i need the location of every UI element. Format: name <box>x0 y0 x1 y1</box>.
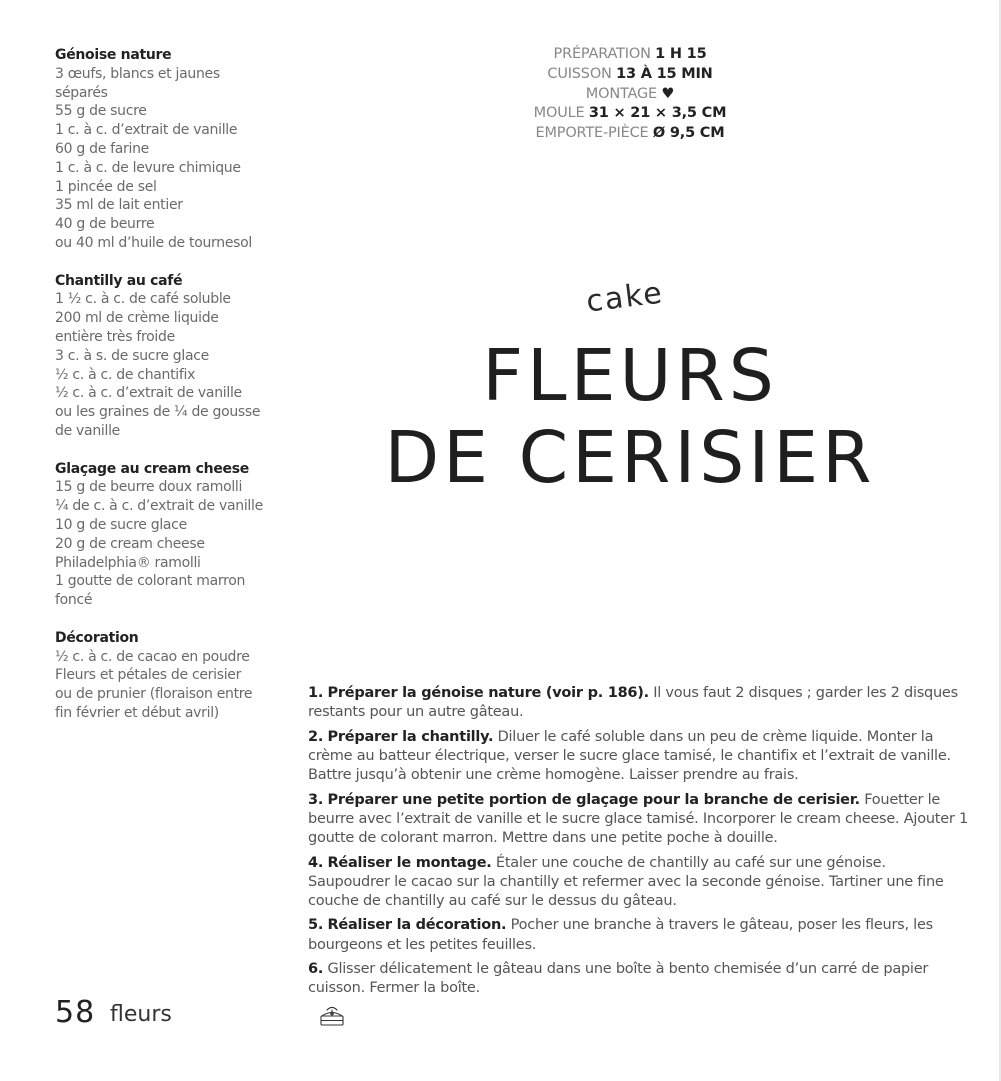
step-number: 1. <box>308 685 324 701</box>
step-title: Préparer la génoise nature (voir p. 186). <box>327 685 649 701</box>
step-text: Pocher une branche à travers le gâteau, poser les fleurs, les bourgeons et les petites feuilles. <box>308 917 933 953</box>
ingredient-line: 60 g de farine <box>55 140 149 157</box>
page-number: 58 <box>55 995 96 1030</box>
meta-value: 13 À 15 MIN <box>616 65 713 82</box>
ingredient-line: fin février et début avril) <box>55 704 219 721</box>
step-number: 2. <box>308 728 324 745</box>
step-text: Il vous faut 2 disques ; garder les 2 disques restants pour un autre gâteau. <box>308 685 958 721</box>
ingredient-line: 40 g de beurre <box>55 216 155 233</box>
ingredient-line: ½ c. à c. de chantifix <box>55 366 196 383</box>
ingredient-line: ¼ de c. à c. d’extrait de vanille <box>55 498 263 515</box>
step-item <box>308 960 968 998</box>
step-number: 4. <box>308 854 324 871</box>
meta-row-cuisson <box>430 65 830 85</box>
meta-value: 1 H 15 <box>655 46 707 62</box>
ingredient-line: entière très froide <box>55 328 175 345</box>
ingredient-line: Philadelphia® ramolli <box>55 554 201 571</box>
ingredient-section <box>55 629 270 723</box>
ingredient-heading: Glaçage au cream cheese <box>55 460 249 477</box>
ingredient-line: Fleurs et pétales de cerisier <box>55 667 242 684</box>
ingredient-line: ou les graines de ¼ de gousse <box>55 404 261 421</box>
step-number: 3. <box>308 791 324 808</box>
step-item <box>308 728 968 786</box>
heart-icon: ♥ <box>661 85 675 102</box>
meta-row-montage <box>430 85 830 105</box>
ingredient-section <box>55 46 270 253</box>
ingredient-line: 3 œufs, blancs et jaunes <box>55 65 220 82</box>
ingredient-line: 10 g de sucre glace <box>55 516 187 533</box>
step-item <box>308 791 968 849</box>
ingredient-line: 20 g de cream cheese <box>55 535 205 552</box>
ingredient-heading: Génoise nature <box>55 47 172 63</box>
ingredient-line: ou de prunier (floraison entre <box>55 686 253 703</box>
step-title: Préparer une petite portion de glaçage pour la branche de cerisier. <box>327 791 860 808</box>
meta-value: Ø 9,5 CM <box>652 125 725 142</box>
meta-row-emporte-piece <box>430 124 830 144</box>
ingredient-line: 3 c. à s. de sucre glace <box>55 347 209 364</box>
meta-label: MONTAGE <box>585 85 657 102</box>
meta-row-preparation <box>430 45 830 65</box>
ingredient-line: ½ c. à c. de cacao en poudre <box>55 648 250 665</box>
ingredient-line: ½ c. à c. d’extrait de vanille <box>55 385 242 402</box>
ingredient-line: foncé <box>55 592 93 609</box>
step-item <box>308 916 968 954</box>
ingredient-section <box>55 460 270 610</box>
meta-value: 31 × 21 × 3,5 CM <box>588 105 727 122</box>
section-name: fleurs <box>110 1002 172 1027</box>
ingredient-line: 1 goutte de colorant marron <box>55 573 246 590</box>
ingredient-line: 1 ½ c. à c. de café soluble <box>55 291 231 308</box>
ingredient-line: 1 c. à c. de levure chimique <box>55 159 241 176</box>
meta-label: MOULE <box>533 105 585 122</box>
step-item <box>308 684 968 722</box>
ingredient-heading: Chantilly au café <box>55 272 183 289</box>
ingredient-line: 15 g de beurre doux ramolli <box>55 479 243 496</box>
meta-label: EMPORTE-PIÈCE <box>535 125 649 142</box>
step-title: Réaliser la décoration. <box>327 917 507 934</box>
meta-row-moule <box>430 104 830 124</box>
step-item <box>308 854 968 912</box>
ingredient-line: ou 40 ml d’huile de tournesol <box>55 234 252 251</box>
title-line: FLEURS <box>482 334 778 417</box>
step-text: Glisser délicatement le gâteau dans une boîte à bento chemisée d’un carré de papier cuisson. Fermer la boîte. <box>308 961 929 997</box>
step-number: 6. <box>308 961 324 978</box>
meta-label: PRÉPARATION <box>553 46 651 62</box>
title-line: DE CERISIER <box>384 416 876 499</box>
ingredient-line: de vanille <box>55 422 120 439</box>
ingredient-heading: Décoration <box>55 629 139 646</box>
ingredient-line: 1 c. à c. d’extrait de vanille <box>55 122 238 139</box>
step-text: Fouetter le beurre avec l’extrait de vanille et le sucre glace tamisé. Incorporer le cream cheese. Ajouter 1 goutte de colorant marron. Mettre dans une petite poche à douille. <box>308 791 968 847</box>
step-title: Préparer la chantilly. <box>327 728 494 745</box>
step-title: Réaliser le montage. <box>327 854 492 871</box>
ingredients-list <box>55 46 270 741</box>
ingredient-line: séparés <box>55 84 108 101</box>
step-text: Diluer le café soluble dans un peu de crème liquide. Monter la crème au batteur électrique, verser le sucre glace tamisé, le chantifix et l’extrait de vanille. Battre jusqu’à obtenir une crème homogène. Laisser prendre au frais. <box>308 728 951 784</box>
recipe-steps <box>308 684 968 1004</box>
recipe-meta <box>430 45 830 144</box>
meta-label: CUISSON <box>547 65 612 82</box>
ingredient-line: 1 pincée de sel <box>55 178 157 195</box>
ingredient-line: 200 ml de crème liquide <box>55 310 219 327</box>
step-text: Étaler une couche de chantilly au café sur une génoise. Saupoudrer le cacao sur la chantilly et refermer avec la seconde génoise. Tartiner une fine couche de chantilly au café sur le dessus du gâteau. <box>308 854 944 909</box>
recipe-category: cake <box>584 275 666 320</box>
step-number: 5. <box>308 917 324 934</box>
ingredient-section <box>55 272 270 441</box>
recipe-title <box>340 335 920 499</box>
ingredient-line: 35 ml de lait entier <box>55 197 183 214</box>
ingredient-line: 55 g de sucre <box>55 103 147 120</box>
bento-box-icon <box>319 1006 345 1028</box>
